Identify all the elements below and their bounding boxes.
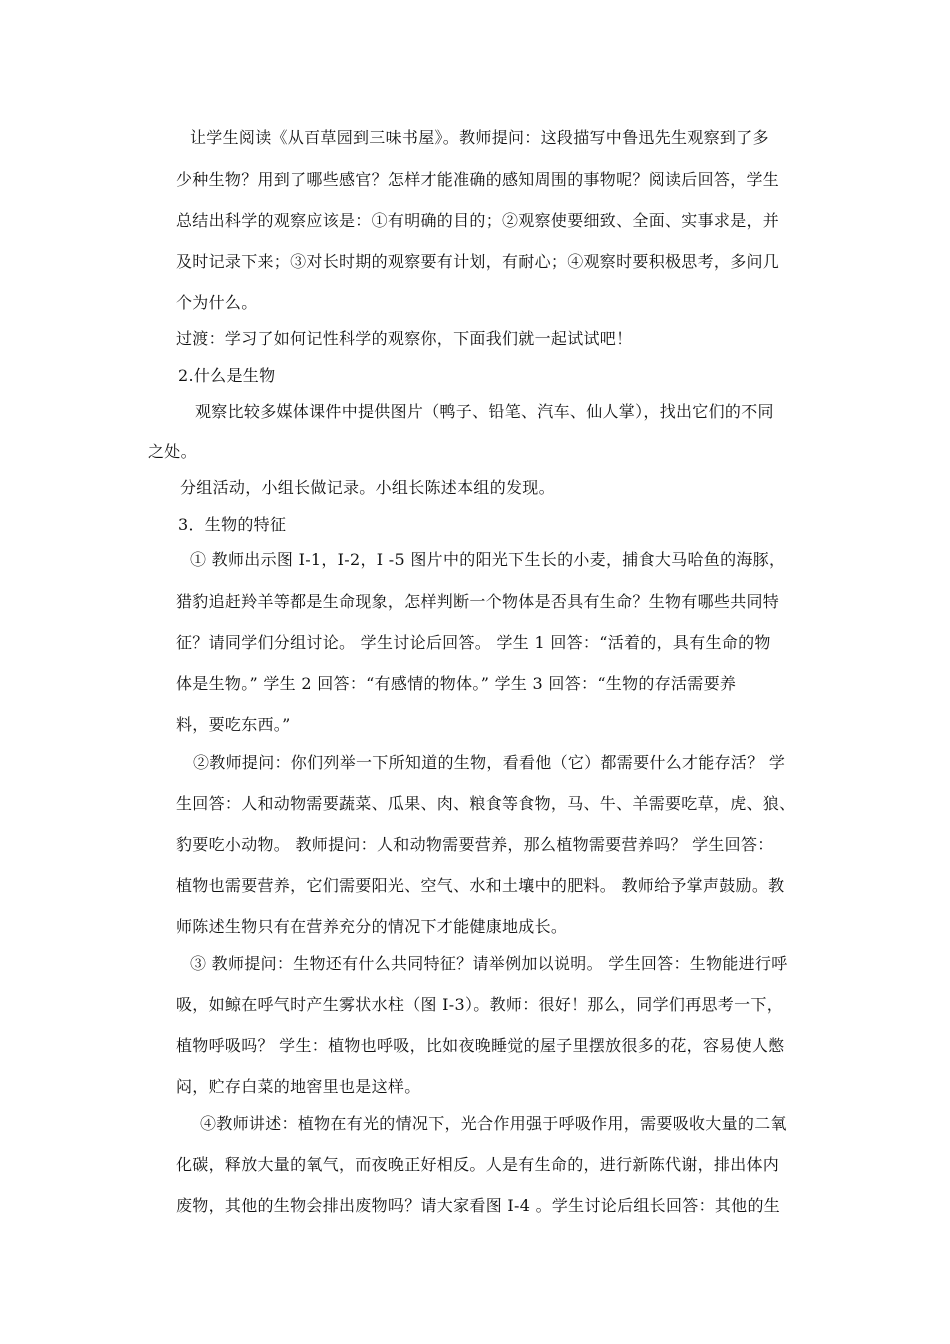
text-line: 化碳，释放大量的氧气，而夜晚正好相反。人是有生命的，进行新陈代谢，排出体内 (176, 1155, 780, 1174)
text-line: ③ 教师提问：生物还有什么共同特征？请举例加以说明。 学生回答：生物能进行呼 (190, 954, 788, 973)
text-line: 总结出科学的观察应该是：①有明确的目的；②观察使要细致、全面、实事求是，并 (176, 211, 780, 230)
text-line: ②教师提问：你们列举一下所知道的生物，看看他（它）都需要什么才能存活？ 学 (193, 753, 786, 772)
text-line: 征？请同学们分组讨论。 学生讨论后回答。 学生 1 回答：“活着的，具有生命的物 (176, 633, 771, 652)
text-line: 植物呼吸吗？ 学生：植物也呼吸，比如夜晚睡觉的屋子里摆放很多的花，容易使人憋 (176, 1036, 785, 1055)
text-line: 猎豹追赶羚羊等都是生命现象，怎样判断一个物体是否具有生命？生物有哪些共同特 (176, 592, 780, 611)
text-line: 生回答：人和动物需要蔬菜、瓜果、肉、粮食等食物，马、牛、羊需要吃草，虎、狼、 (176, 794, 796, 813)
section-heading: 3．生物的特征 (178, 515, 287, 534)
text-line: ① 教师出示图 I-1，I-2，I -5 图片中的阳光下生长的小麦，捕食大马哈鱼的海豚， (190, 550, 786, 569)
text-line: 少种生物？用到了哪些感官？怎样才能准确的感知周围的事物呢？阅读后回答，学生 (176, 170, 780, 189)
text-line: 闷，贮存白菜的地窖里也是这样。 (176, 1077, 421, 1096)
text-line: 吸，如鲸在呼气时产生雾状水柱（图 I-3）。教师：很好！那么，同学们再思考一下， (176, 995, 783, 1014)
text-line: 师陈述生物只有在营养充分的情况下才能健康地成长。 (176, 917, 568, 936)
text-line: 让学生阅读《从百草园到三味书屋》。教师提问：这段描写中鲁迅先生观察到了多 (190, 128, 769, 147)
text-line: 体是生物。” 学生 2 回答：“有感情的物体。” 学生 3 回答：“生物的存活需要养 (176, 674, 737, 693)
text-line: 及时记录下来；③对长时期的观察要有计划，有耐心；④观察时要积极思考，多问几 (176, 252, 780, 271)
text-line: ④教师讲述：植物在有光的情况下，光合作用强于呼吸作用，需要吸收大量的二氧 (200, 1114, 787, 1133)
text-line: 料，要吃东西。” (176, 715, 291, 734)
text-line: 豹要吃小动物。 教师提问：人和动物需要营养，那么植物需要营养吗？ 学生回答： (176, 835, 774, 854)
text-line: 废物，其他的生物会排出废物吗？请大家看图 I-4 。学生讨论后组长回答：其他的生 (176, 1196, 781, 1215)
text-line: 植物也需要营养，它们需要阳光、空气、水和土壤中的肥料。 教师给予掌声鼓励。教 (176, 876, 785, 895)
text-line: 分组活动，小组长做记录。小组长陈述本组的发现。 (180, 478, 555, 497)
text-line: 之处。 (148, 442, 197, 461)
text-line: 观察比较多媒体课件中提供图片（鸭子、铅笔、汽车、仙人掌），找出它们的不同 (195, 402, 774, 421)
text-line: 个为什么。 (176, 293, 258, 312)
section-heading: 2.什么是生物 (178, 366, 276, 385)
text-line: 过渡：学习了如何记性科学的观察你，下面我们就一起试试吧！ (176, 329, 633, 348)
